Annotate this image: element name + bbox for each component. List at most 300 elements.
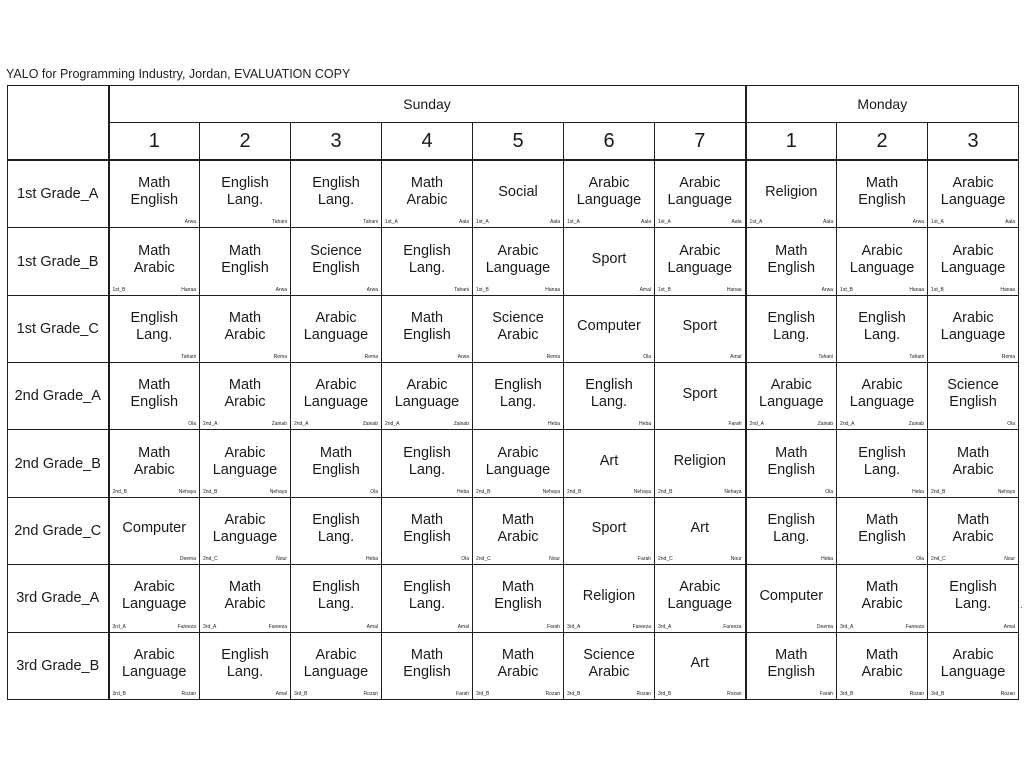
teacher-name: Heba: [912, 488, 925, 495]
timetable-cell[interactable]: [928, 160, 1019, 228]
subject-text: [655, 175, 745, 213]
teacher-name: Fareeza: [723, 623, 742, 630]
class-code: 2nd_C: [658, 556, 673, 563]
teacher-name: Nour: [1004, 556, 1016, 563]
timetable-cell[interactable]: [382, 295, 473, 362]
teacher-name: Rozan: [1000, 691, 1016, 697]
timetable-cell[interactable]: [655, 565, 746, 632]
timetable-cell[interactable]: [291, 632, 382, 699]
subject-line-2: Arabic: [497, 528, 539, 545]
period-header-monday-2: 2: [837, 123, 928, 161]
class-code: 3rd_B: [840, 691, 854, 697]
teacher-name: Hanaa: [1000, 286, 1016, 293]
subject-line-1: English: [130, 309, 179, 326]
subject-text: [564, 318, 654, 339]
timetable-cell[interactable]: [928, 632, 1019, 699]
timetable-cell[interactable]: [928, 228, 1019, 295]
subject-line-1: Science: [492, 309, 544, 326]
timetable-cell[interactable]: [746, 632, 837, 699]
teacher-name: Tahani: [181, 354, 196, 361]
teacher-name: Farah: [455, 691, 469, 697]
subject-line-1: English: [767, 511, 816, 528]
subject-line-1: Arabic: [497, 444, 539, 461]
timetable-cell[interactable]: [200, 295, 291, 362]
subject-line-1: Math: [410, 646, 444, 663]
timetable-cell[interactable]: [109, 632, 200, 699]
subject-line-2: Language: [394, 394, 460, 411]
timetable-cell[interactable]: [928, 430, 1019, 497]
class-row: [8, 160, 1019, 228]
timetable-cell[interactable]: [564, 565, 655, 632]
subject-text: [291, 243, 381, 281]
timetable-cell[interactable]: [382, 565, 473, 632]
subject-line-2: Lang.: [773, 528, 810, 545]
timetable-cell[interactable]: [928, 363, 1019, 430]
subject-line-2: English: [403, 663, 451, 680]
timetable-cell[interactable]: [382, 228, 473, 295]
subject-text: [200, 243, 290, 281]
subject-line-1: Math: [775, 242, 808, 259]
timetable-cell[interactable]: [473, 295, 564, 362]
subject-text: [747, 310, 837, 348]
teacher-name: Zainab: [362, 421, 378, 428]
timetable-cell[interactable]: [473, 160, 564, 228]
subject-line-2: Lang.: [317, 528, 355, 545]
subject-line-1: Math: [410, 175, 444, 192]
subject-text: [200, 310, 290, 348]
timetable-cell[interactable]: [109, 228, 200, 295]
period-header-sunday-7: 7: [655, 123, 746, 161]
class-name-label: 2nd Grade_C: [8, 497, 109, 564]
subject-text: [200, 175, 290, 213]
subject-text: [747, 445, 837, 483]
subject-line-1: English: [494, 377, 542, 394]
subject-text: [110, 445, 200, 483]
subject-line-1: Sport: [591, 520, 627, 537]
class-code: 2nd_C: [203, 556, 218, 563]
timetable-cell[interactable]: [564, 228, 655, 295]
timetable-cell[interactable]: [837, 228, 928, 295]
class-code: 3rd_B: [294, 691, 308, 697]
subject-line-2: Language: [667, 259, 733, 276]
timetable-cell[interactable]: [837, 363, 928, 430]
class-code: 1st_A: [567, 219, 580, 226]
teacher-name: Nehaya: [178, 488, 196, 495]
class-row: [8, 228, 1019, 295]
timetable: [7, 85, 1019, 700]
subject-line-1: Arabic: [588, 175, 630, 192]
timetable-cell[interactable]: [109, 363, 200, 430]
timetable-cell[interactable]: [746, 565, 837, 632]
class-code: 2nd_B: [567, 488, 582, 495]
subject-line-1: English: [312, 579, 360, 596]
class-name-label: 3rd Grade_A: [8, 565, 109, 632]
timetable-cell[interactable]: [473, 632, 564, 699]
timetable-cell[interactable]: [473, 228, 564, 295]
teacher-name: Heba: [548, 421, 560, 428]
teacher-name: Deema: [179, 556, 196, 563]
subject-text: [928, 377, 1018, 415]
subject-line-1: Math: [228, 579, 262, 596]
class-code: 2nd_A: [294, 421, 309, 428]
teacher-name: Aala: [640, 219, 651, 226]
teacher-name: Amal: [275, 691, 287, 697]
timetable-cell[interactable]: [200, 430, 291, 497]
subject-text: [382, 512, 472, 550]
teacher-name: Farah: [637, 556, 651, 563]
subject-text: [928, 310, 1018, 348]
timetable-cell[interactable]: [564, 363, 655, 430]
subject-text: [837, 377, 927, 415]
subject-text: [837, 310, 927, 348]
timetable-cell[interactable]: [200, 160, 291, 228]
evaluation-copy-note: YALO for Programming Industry, Jordan, EVALUATION COPY: [6, 67, 351, 81]
class-name-label: 3rd Grade_B: [8, 632, 109, 699]
subject-line-1: Science: [310, 242, 362, 259]
subject-line-1: Math: [865, 175, 899, 192]
timetable-cell[interactable]: [200, 363, 291, 430]
subject-text: [655, 243, 745, 281]
subject-line-1: Computer: [577, 318, 641, 335]
timetable-cell[interactable]: [837, 565, 928, 632]
timetable-cell[interactable]: [473, 430, 564, 497]
subject-text: [200, 445, 290, 483]
timetable-cell[interactable]: [382, 363, 473, 430]
timetable-cell[interactable]: [200, 497, 291, 564]
timetable-cell[interactable]: [109, 430, 200, 497]
subject-line-2: Language: [940, 259, 1006, 276]
subject-line-2: Arabic: [588, 663, 630, 680]
timetable-cell[interactable]: [564, 430, 655, 497]
subject-line-2: Arabic: [861, 596, 903, 613]
timetable-cell[interactable]: [200, 632, 291, 699]
subject-line-1: Science: [583, 646, 635, 663]
subject-line-2: English: [403, 326, 451, 343]
subject-text: [110, 175, 200, 213]
timetable-cell[interactable]: [109, 160, 200, 228]
class-code: 2nd_A: [749, 421, 765, 428]
subject-text: [928, 175, 1018, 213]
timetable-cell[interactable]: [291, 497, 382, 564]
timetable-cell[interactable]: [837, 430, 928, 497]
class-code: 1st_B: [112, 286, 126, 293]
timetable-cell[interactable]: [109, 295, 200, 362]
subject-line-2: Arabic: [133, 461, 175, 478]
class-code: 3rd_A: [840, 623, 854, 630]
timetable-cell[interactable]: [109, 497, 200, 564]
timetable-cell[interactable]: [291, 160, 382, 228]
subject-line-2: English: [130, 192, 179, 209]
subject-line-1: Religion: [582, 587, 636, 604]
day-header-sunday: Sunday: [109, 86, 746, 123]
stray-mark: .: [1020, 600, 1023, 611]
timetable-cell[interactable]: [382, 497, 473, 564]
subject-text: [747, 243, 837, 281]
teacher-name: Fareeza: [268, 623, 287, 630]
subject-line-1: Computer: [122, 520, 187, 537]
teacher-name: Nehaya: [633, 488, 651, 495]
teacher-name: Arwa: [821, 286, 834, 293]
timetable-cell[interactable]: [473, 497, 564, 564]
timetable-cell[interactable]: [746, 497, 837, 564]
teacher-name: Amal: [366, 623, 378, 630]
teacher-name: Arwa: [275, 286, 287, 293]
teacher-name: Hanaa: [545, 286, 560, 293]
teacher-name: Amal: [1003, 623, 1016, 630]
class-name-label: 1st Grade_A: [8, 160, 109, 228]
teacher-name: Rema: [1001, 354, 1016, 361]
subject-line-2: Lang.: [863, 326, 901, 343]
teacher-name: Tahani: [909, 354, 925, 361]
class-code: 3rd_A: [567, 623, 581, 630]
timetable-cell[interactable]: [928, 565, 1019, 632]
teacher-name: Rozan: [363, 691, 378, 697]
subject-line-2: English: [767, 663, 816, 680]
teacher-name: Ola: [825, 488, 834, 495]
subject-line-2: Lang.: [499, 394, 537, 411]
subject-line-2: Lang.: [408, 259, 446, 276]
timetable-cell[interactable]: [655, 295, 746, 362]
subject-line-1: English: [858, 309, 906, 326]
subject-text: [473, 310, 563, 348]
subject-line-1: English: [221, 646, 269, 663]
timetable-cell[interactable]: [382, 632, 473, 699]
subject-line-2: Arabic: [952, 461, 994, 478]
timetable-cell[interactable]: [291, 228, 382, 295]
subject-text: [291, 310, 381, 348]
subject-line-2: Lang.: [317, 192, 355, 209]
timetable-cell[interactable]: [746, 295, 837, 362]
subject-line-1: Math: [501, 646, 535, 663]
subject-line-2: English: [767, 259, 816, 276]
class-code: 3rd_B: [931, 691, 945, 697]
subject-line-2: Arabic: [497, 663, 539, 680]
teacher-name: Zainab: [817, 421, 834, 428]
subject-text: [200, 512, 290, 550]
subject-line-1: Art: [599, 453, 619, 470]
subject-line-2: Lang.: [136, 326, 173, 343]
subject-line-2: Lang.: [590, 394, 628, 411]
class-code: 1st_B: [931, 286, 944, 293]
timetable-cell[interactable]: [200, 228, 291, 295]
subject-text: [747, 512, 837, 550]
subject-line-1: Math: [956, 444, 990, 461]
subject-text: [382, 175, 472, 213]
subject-text: [473, 184, 563, 205]
subject-text: [291, 377, 381, 415]
subject-line-2: Language: [121, 663, 187, 680]
teacher-name: Amal: [457, 623, 469, 630]
subject-line-1: Math: [228, 309, 262, 326]
timetable-cell[interactable]: [746, 160, 837, 228]
teacher-name: Amal: [639, 286, 651, 293]
subject-text: [655, 520, 745, 541]
subject-line-1: Math: [138, 444, 171, 461]
class-code: 2nd_A: [840, 421, 855, 428]
class-code: 1st_A: [658, 219, 671, 226]
subject-line-1: Math: [865, 511, 899, 528]
corner-cell: [8, 86, 109, 161]
teacher-name: Amal: [730, 354, 742, 361]
timetable-cell[interactable]: [291, 430, 382, 497]
timetable-cell[interactable]: [655, 160, 746, 228]
teacher-name: Nehaya: [724, 488, 742, 495]
class-code: 1st_B: [840, 286, 853, 293]
timetable-cell[interactable]: [928, 497, 1019, 564]
period-header-sunday-5: 5: [473, 123, 564, 161]
subject-text: [110, 310, 200, 348]
timetable-cell[interactable]: [382, 430, 473, 497]
timetable-cell[interactable]: [746, 363, 837, 430]
subject-line-1: Arabic: [952, 242, 994, 259]
subject-line-1: Sport: [682, 385, 718, 402]
timetable-cell[interactable]: [291, 295, 382, 362]
subject-line-1: Arabic: [133, 579, 175, 596]
class-code: 2nd_A: [203, 421, 218, 428]
timetable-cell[interactable]: [382, 160, 473, 228]
subject-text: [473, 647, 563, 685]
subject-text: [928, 243, 1018, 281]
subject-line-2: Lang.: [863, 461, 901, 478]
subject-line-1: Arabic: [679, 579, 721, 596]
teacher-name: Tahani: [272, 219, 287, 226]
timetable-cell[interactable]: [746, 430, 837, 497]
timetable-cell[interactable]: [109, 565, 200, 632]
subject-text: [110, 647, 200, 685]
teacher-name: Fareeza: [905, 623, 925, 630]
subject-line-1: Religion: [765, 183, 818, 200]
timetable-cell[interactable]: [746, 228, 837, 295]
subject-line-2: Language: [849, 394, 915, 411]
timetable-cell[interactable]: [837, 632, 928, 699]
timetable-cell[interactable]: [473, 565, 564, 632]
period-header-sunday-1: 1: [109, 123, 200, 161]
teacher-name: Nour: [549, 556, 560, 563]
teacher-name: Heba: [821, 556, 834, 563]
timetable-cell[interactable]: [655, 228, 746, 295]
subject-text: [110, 520, 200, 541]
timetable-cell[interactable]: [655, 363, 746, 430]
subject-text: [110, 377, 200, 415]
subject-line-2: Language: [667, 192, 733, 209]
subject-line-1: English: [312, 175, 360, 192]
subject-line-1: Computer: [759, 587, 824, 604]
period-header-sunday-3: 3: [291, 123, 382, 161]
timetable-cell[interactable]: [564, 160, 655, 228]
subject-line-1: Sport: [591, 251, 627, 268]
subject-line-1: English: [949, 579, 997, 596]
subject-line-1: Math: [865, 646, 899, 663]
timetable-cell[interactable]: [564, 295, 655, 362]
subject-line-2: Lang.: [408, 596, 446, 613]
teacher-name: Rozan: [181, 691, 196, 697]
subject-line-1: Science: [947, 377, 999, 394]
subject-line-2: Language: [303, 394, 369, 411]
timetable-cell[interactable]: [564, 632, 655, 699]
subject-line-2: English: [312, 461, 360, 478]
subject-line-1: Math: [138, 175, 171, 192]
timetable-cell[interactable]: [564, 497, 655, 564]
teacher-name: Farah: [546, 623, 560, 630]
subject-text: [564, 588, 654, 609]
subject-line-1: Sport: [682, 318, 718, 335]
subject-text: [110, 579, 200, 617]
teacher-name: Zainab: [908, 421, 925, 428]
teacher-name: Aala: [1005, 219, 1016, 226]
subject-line-2: Language: [303, 663, 369, 680]
subject-text: [200, 647, 290, 685]
teacher-name: Nour: [730, 556, 742, 563]
subject-line-1: Arabic: [315, 377, 357, 394]
timetable-cell[interactable]: [837, 295, 928, 362]
subject-line-1: Arabic: [770, 377, 812, 394]
teacher-name: Deema: [816, 623, 834, 630]
subject-line-1: Math: [228, 377, 262, 394]
teacher-name: Tahani: [454, 286, 469, 293]
subject-line-2: Lang.: [954, 596, 992, 613]
timetable-cell[interactable]: [837, 497, 928, 564]
subject-line-1: Arabic: [861, 377, 903, 394]
subject-line-2: Arabic: [224, 596, 266, 613]
teacher-name: Rema: [273, 354, 287, 361]
teacher-name: Zainab: [453, 421, 469, 428]
class-row: [8, 363, 1019, 430]
timetable-cell[interactable]: [291, 363, 382, 430]
timetable-cell[interactable]: [291, 565, 382, 632]
class-code: 2nd_C: [476, 556, 491, 563]
timetable-cell[interactable]: [200, 565, 291, 632]
subject-text: [382, 579, 472, 617]
timetable-cell[interactable]: [928, 295, 1019, 362]
subject-line-2: English: [312, 259, 360, 276]
teacher-name: Tahani: [818, 354, 834, 361]
subject-line-1: Math: [501, 511, 535, 528]
teacher-name: Ola: [461, 556, 469, 563]
subject-text: [291, 445, 381, 483]
subject-line-2: English: [858, 192, 906, 209]
teacher-name: Heba: [366, 556, 378, 563]
subject-line-2: Language: [485, 461, 551, 478]
subject-line-1: English: [403, 444, 451, 461]
timetable-cell[interactable]: [473, 363, 564, 430]
timetable-cell[interactable]: [655, 497, 746, 564]
subject-text: [655, 655, 745, 676]
teacher-name: Fareeza: [177, 623, 196, 630]
class-code: 2nd_B: [112, 488, 127, 495]
teacher-name: Rozan: [545, 691, 560, 697]
teacher-name: Heba: [457, 488, 469, 495]
class-code: 3rd_B: [567, 691, 581, 697]
subject-line-2: Language: [940, 326, 1006, 343]
subject-line-1: Arabic: [224, 511, 266, 528]
subject-line-2: Arabic: [224, 394, 266, 411]
subject-line-1: Arabic: [133, 646, 175, 663]
timetable-cell[interactable]: [837, 160, 928, 228]
teacher-name: Ola: [188, 421, 196, 428]
subject-line-1: Math: [138, 242, 171, 259]
timetable-cell[interactable]: [655, 632, 746, 699]
class-row: [8, 295, 1019, 362]
subject-line-2: Language: [667, 596, 733, 613]
class-code: 3rd_B: [476, 691, 490, 697]
timetable-cell[interactable]: [655, 430, 746, 497]
subject-line-1: Arabic: [679, 242, 721, 259]
subject-line-1: English: [312, 511, 360, 528]
subject-text: [928, 647, 1018, 685]
subject-line-2: Language: [212, 461, 278, 478]
class-row: [8, 565, 1019, 632]
teacher-name: Ola: [916, 556, 925, 563]
